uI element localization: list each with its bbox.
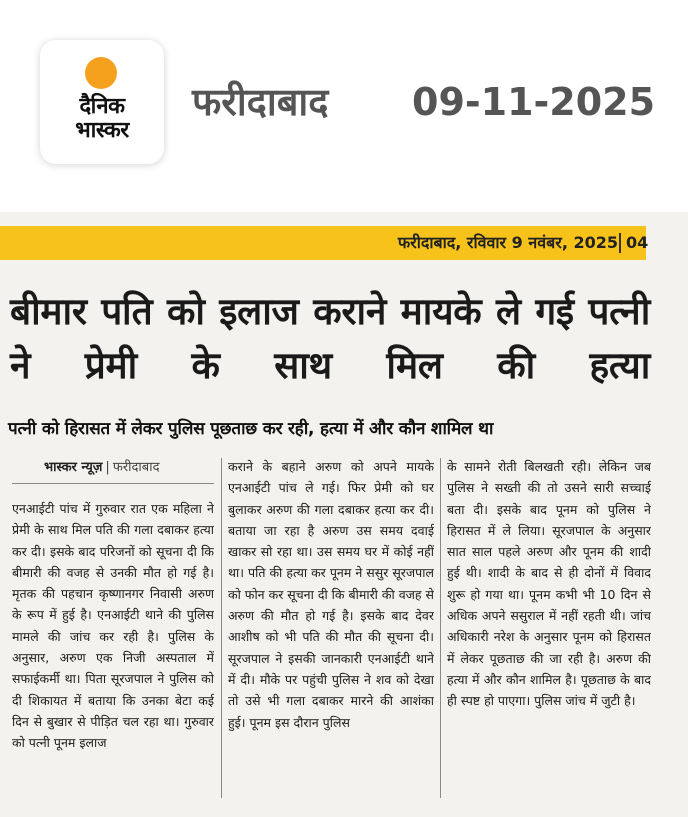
- article-column-2: कराने के बहाने अरुण को अपने मायके एनआईटी पांच ले गई। फिर प्रेमी को घर बुलाकर अरुण की गला दबाकर हत्या कर दी। बताया जा रहा है अरुण उस समय दवाई खाकर सो रहा था। उस समय घर में कोई नहीं था। पति की हत्या कर पूनम ने ससुर सूरजपाल को फोन कर सूचना दी कि बीमारी की वजह से अरुण की मौत हो गई है। इसके बाद देवर आशीष को भी पति की मौत की सूचना दी। सूरजपाल ने इसकी जानकारी एनआईटी थाने में दी। मौके पर पहुंची पुलिस ने शव को देखा तो उसे भी गला दबाकर मारने की आशंका हुई। पूनम इस दौरान पुलिस: [228, 459, 434, 730]
- logo-text-line2: भास्कर: [75, 118, 129, 143]
- article-column-3: के सामने रोती बिलखती रही। लेकिन जब पुलिस ने सख्ती की तो उसने सारी सच्चाई बता दी। इसके बाद पूनम को पुलिस ने हिरासत में ले लिया। सूरजपाल के अनुसार सात साल पहले अरुण और पूनम की शादी हुई थी। शादी के बाद से ही दोनों में विवाद शुरू हो गया था। पूनम कभी भी 10 दिन से अधिक अपने ससुराल में नहीं रहती थी। जांच अधिकारी नरेश के अनुसार पूनम को हिरासत में लेकर पूछताछ की जा रही है। अरुण की हत्या में और कौन शामिल है। पूछताछ के बाद ही स्पष्ट हो पाएगा। पुलिस जांच में जुटी है।: [447, 459, 651, 709]
- edition-city: फरीदाबाद: [192, 80, 329, 124]
- dateline-divider: [619, 233, 621, 253]
- logo-text-line1: दैनिक: [79, 94, 125, 119]
- column-divider: [440, 458, 441, 798]
- byline-separator: |: [105, 460, 110, 475]
- edition-date: 09-11-2025: [412, 80, 656, 124]
- sun-icon: [85, 57, 117, 89]
- byline-source: भास्कर न्यूज़: [44, 460, 103, 475]
- subheadline: पत्नी को हिरासत में लेकर पुलिस पूछताछ कर रही, हत्या में और कौन शामिल था: [8, 419, 494, 439]
- column-divider: [221, 458, 222, 798]
- byline-place: फरीदाबाद: [112, 460, 160, 475]
- headline: बीमार पति को इलाज कराने मायके ले गई पत्नी ने प्रेमी के साथ मिल की हत्या: [10, 290, 650, 387]
- article-column-1: एनआईटी पांच में गुरुवार रात एक महिला ने प्रेमी के साथ मिल पति की गला दबाकर हत्या कर दी। इसके बाद परिजनों को सूचना दी कि बीमारी की वजह से उनकी मौत हो गई है। मृतक की पहचान कृष्णानगर निवासी अरुण के रूप में हुई है। एनआईटी थाने की पुलिस मामले की जांच कर रही है। पुलिस के अनुसार, अरुण एक निजी अस्पताल में सफाईकर्मी था। पिता सूरजपाल ने पुलिस को दी शिकायत में बताया कि उनका बेटा कई दिन से बुखार से पीड़ित चल रहा था। गुरुवार को पत्नी पूनम इलाज: [12, 501, 214, 751]
- page-dateline: फरीदाबाद, रविवार 9 नवंबर, 2025: [397, 233, 618, 252]
- page-number: 04: [626, 233, 649, 252]
- byline-rule: [12, 483, 214, 484]
- dainik-bhaskar-logo: [40, 40, 164, 164]
- byline: [44, 459, 159, 477]
